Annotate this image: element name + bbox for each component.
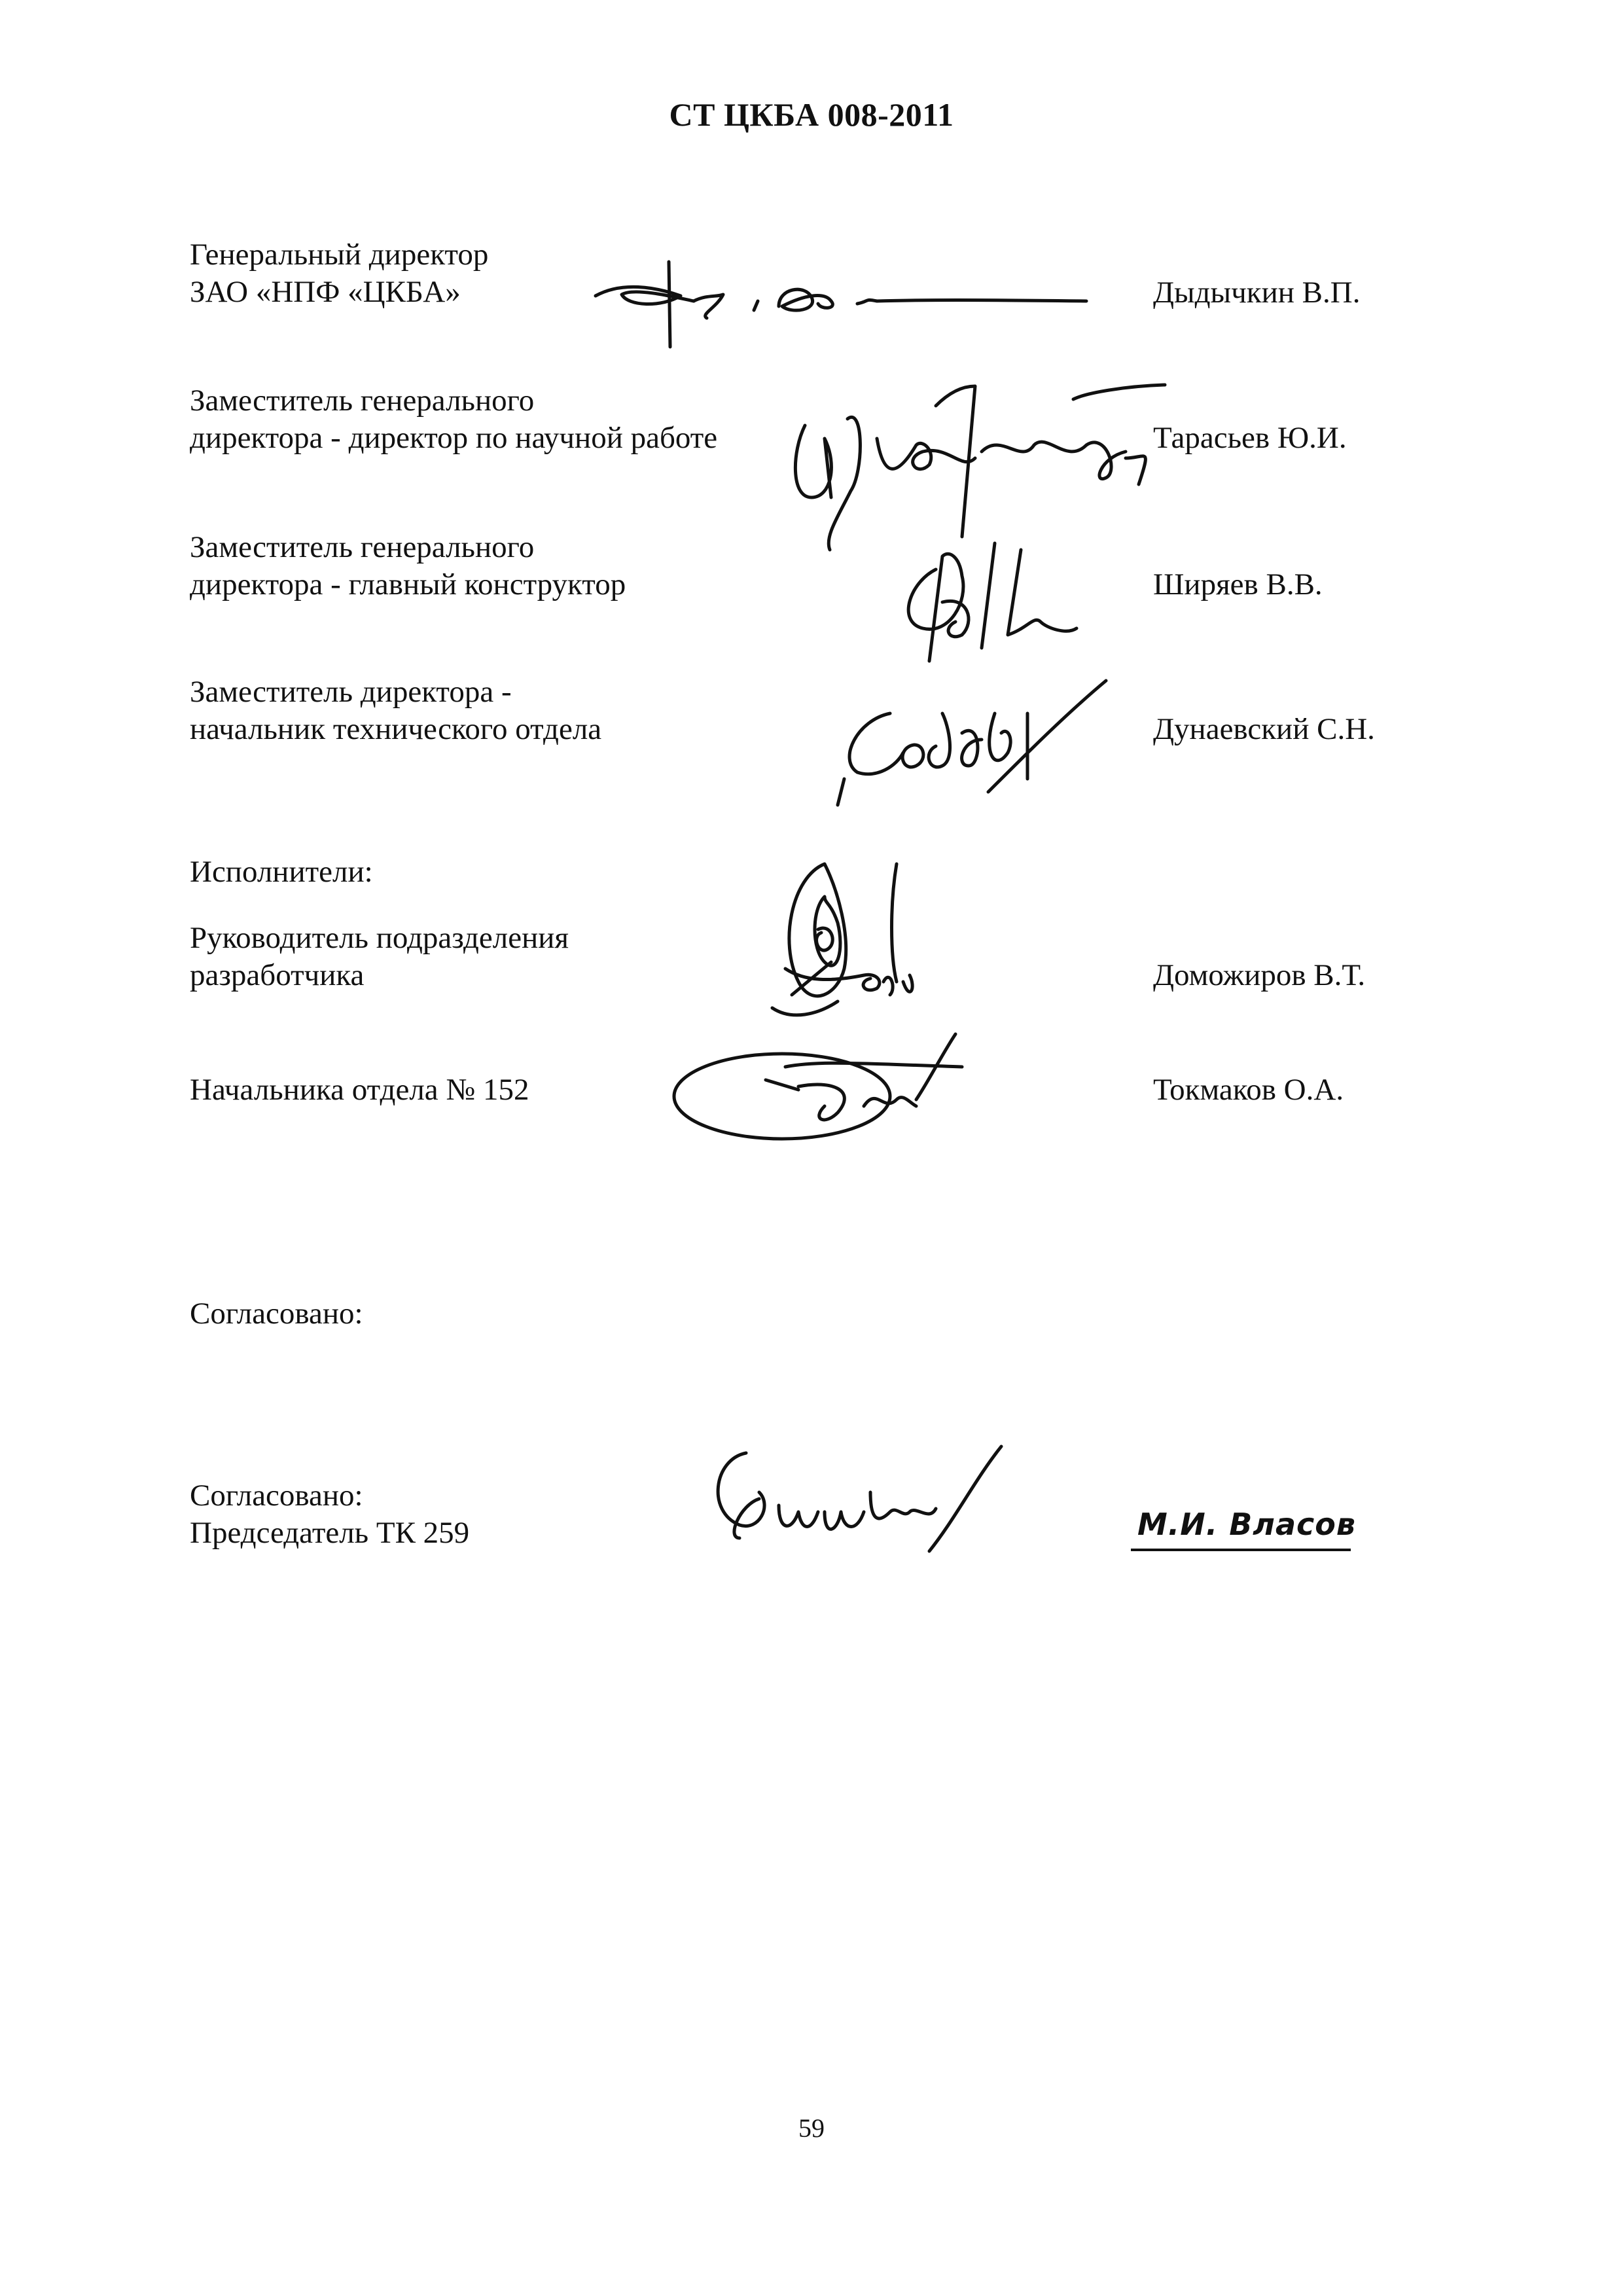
signatory-4-position-line1: Заместитель директора - xyxy=(190,675,512,709)
signatory-4-name: Дунаевский С.Н. xyxy=(1153,712,1375,746)
executor-2-position-line1: Начальника отдела № 152 xyxy=(190,1073,529,1107)
signatory-1-position-line1: Генеральный директор xyxy=(190,238,489,272)
executor-2-name: Токмаков О.А. xyxy=(1153,1073,1344,1107)
signatory-2-name: Тарасьев Ю.И. xyxy=(1153,421,1347,455)
signature-1-image xyxy=(582,255,1106,353)
approval-tk-label: Согласовано: xyxy=(190,1479,363,1513)
signatory-4-position-line2: начальник технического отдела xyxy=(190,712,602,746)
signatory-2-position-line1: Заместитель генерального xyxy=(190,384,535,418)
executor-1-position-line2: разработчика xyxy=(190,958,365,992)
handwritten-name-underline xyxy=(1131,1549,1351,1551)
signature-7-image xyxy=(700,1440,1027,1558)
signature-5-image xyxy=(766,851,929,1034)
signature-4-image xyxy=(831,674,1113,818)
approval-tk-position: Председатель ТК 259 xyxy=(190,1516,470,1550)
approval-tk-handwritten-name: М.И. Власов xyxy=(1137,1507,1357,1542)
signatory-3-name: Ширяев В.В. xyxy=(1153,567,1323,601)
signatory-3-position-line1: Заместитель генерального xyxy=(190,530,535,564)
executor-1-position-line1: Руководитель подразделения xyxy=(190,921,569,955)
executors-heading: Исполнители: xyxy=(190,855,373,889)
signature-6-image xyxy=(668,1028,975,1152)
signature-2-image xyxy=(785,367,1178,556)
page-number: 59 xyxy=(798,2113,825,2143)
signatory-1-position-line2: ЗАО «НПФ «ЦКБА» xyxy=(190,275,461,309)
document-header: СТ ЦКБА 008-2011 xyxy=(669,96,954,133)
signatory-3-position-line2: директора - главный конструктор xyxy=(190,567,626,601)
approval-label: Согласовано: xyxy=(190,1297,363,1331)
executor-1-name: Доможиров В.Т. xyxy=(1153,958,1366,992)
signature-3-image xyxy=(897,530,1093,668)
signatory-1-name: Дыдычкин В.П. xyxy=(1153,276,1361,310)
signatory-2-position-line2: директора - директор по научной работе xyxy=(190,421,718,455)
